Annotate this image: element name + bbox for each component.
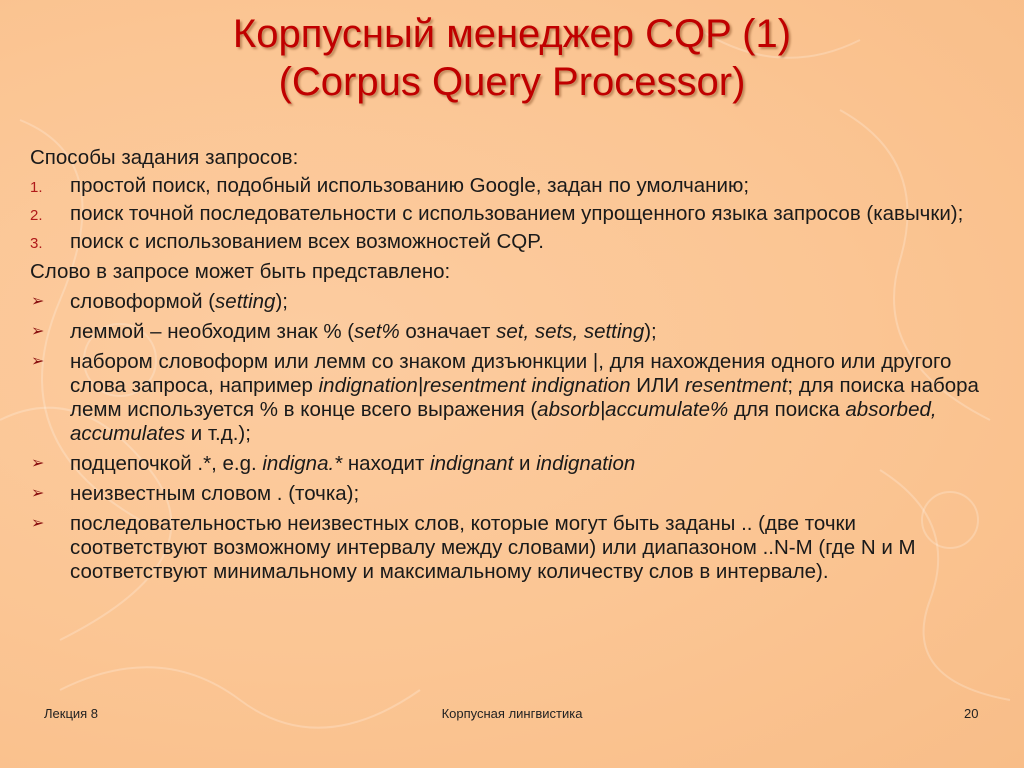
bullet-list-item [30,452,990,476]
list-item-text: поиск точной последовательности с использованием упрощенного языка запросов (кавычки); [70,202,964,225]
list-item-text: поиск с использованием всех возможностей CQP. [70,230,544,253]
numbered-list [30,174,990,254]
text-segment: для поиска [728,398,846,421]
footer-page-number: 20 [964,706,979,721]
section2-heading: Слово в запросе может быть представлено: [30,260,451,283]
text-segment: и [513,452,537,475]
text-segment: ИЛИ [630,374,685,397]
footer-course: Корпусная лингвистика [441,706,583,721]
italic-term: set% [354,320,400,343]
bullet-list [30,290,990,584]
italic-term: indignation|resentment indignation [318,374,631,397]
italic-term: indigna.* [262,452,343,475]
slide-title [0,10,1024,106]
arrow-bullet-icon: ➢ [31,323,45,340]
arrow-bullet-icon: ➢ [31,485,45,502]
italic-term: indignant [430,452,514,475]
arrow-bullet-icon: ➢ [31,455,45,472]
italic-term: absorb|accumulate% [537,398,729,421]
italic-term: indignation [536,452,636,475]
list-item-text [70,320,657,343]
numbered-list-item [30,230,990,254]
title-line-2: (Corpus Query Processor) [278,60,746,104]
list-item-text [70,290,288,313]
section1-heading: Способы задания запросов: [30,146,299,169]
bullet-list-item [30,290,990,314]
slide-content [30,146,990,590]
list-number: 2. [30,207,43,224]
text-segment: ); [275,290,288,313]
numbered-list-item [30,174,990,198]
text-segment: подцепочкой .*, e.g. [70,452,263,475]
text-segment: ); [644,320,657,343]
arrow-bullet-icon: ➢ [31,353,45,370]
arrow-bullet-icon: ➢ [31,515,45,532]
list-item-text [70,452,635,475]
arrow-bullet-icon: ➢ [31,293,45,310]
list-item-text [70,482,359,505]
title-line-1: Корпусный менеджер CQP (1) [232,12,792,56]
text-segment: леммой – необходим знак % ( [70,320,355,343]
list-item-text [70,350,979,445]
text-segment: набором словоформ или лемм со знаком дизъюнкции |, для нахождения одного или другого слова запроса, например [70,350,952,397]
text-segment: и т.д.); [185,422,251,445]
text-segment: находит [342,452,431,475]
italic-term: absorbed, accumulates [70,398,937,445]
italic-term: setting [215,290,276,313]
list-number: 1. [30,179,43,196]
text-segment: словоформой ( [70,290,216,313]
text-segment: неизвестным словом . (точка); [70,482,360,505]
italic-term: set, sets, setting [496,320,645,343]
bullet-list-item [30,350,990,446]
bullet-list-item [30,482,990,506]
bullet-list-item [30,320,990,344]
footer-lecture: Лекция 8 [44,706,99,721]
text-segment: означает [399,320,497,343]
list-item-text [70,512,916,583]
list-number: 3. [30,235,43,252]
bullet-list-item [30,512,990,584]
text-segment: ; для поиска набора лемм используется % в конце всего выражения ( [70,374,979,421]
text-segment: последовательностью неизвестных слов, которые могут быть заданы .. (две точки соответствуют возможному интервалу между словами) или диапазоном ..N-M (где N и M соответствуют минимальному и максимальному количеству слов в интервале). [70,512,916,583]
list-item-text: простой поиск, подобный использованию Google, задан по умолчанию; [70,174,750,197]
numbered-list-item [30,202,990,226]
italic-term: resentment [684,374,788,397]
